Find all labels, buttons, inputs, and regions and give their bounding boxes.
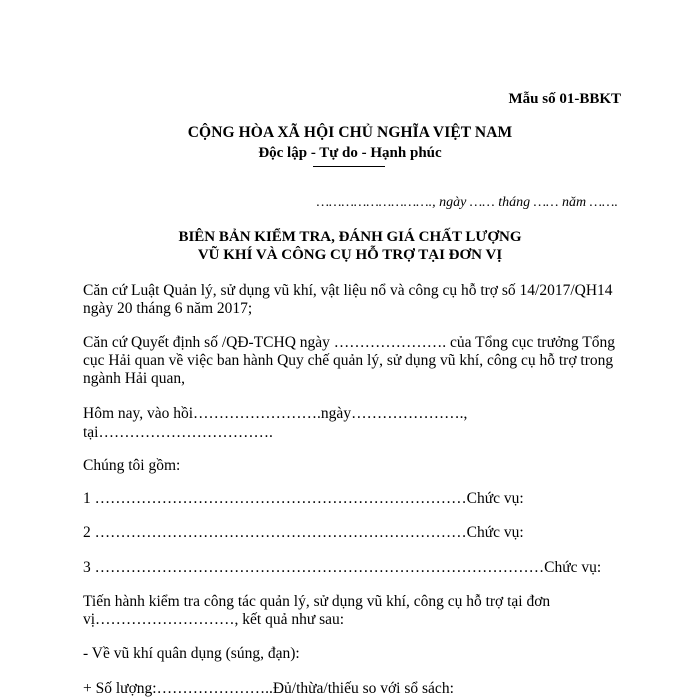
basis-decision-line3: ngành Hải quan,: [83, 370, 186, 387]
basis-decision-line1: Căn cứ Quyết định số /QĐ-TCHQ ngày …………………. của Tổng cục trưởng Tổng: [83, 334, 615, 351]
basis-decision-line2: cục Hải quan về việc ban hành Quy chế quản lý, sử dụng vũ khí, công cụ hỗ trợ trong: [83, 352, 614, 369]
member-3: 3 ……………………………………………………………………………Chức vụ:: [83, 559, 602, 576]
quantity-item: + Số lượng:…………………..Đủ/thừa/thiếu so với sổ sách:: [83, 680, 454, 697]
today-line1: Hôm nay, vào hồi…………………….ngày………………….,: [83, 405, 468, 422]
date-line: ………………………., ngày …… tháng …… năm …….: [316, 195, 618, 210]
member-1: 1 ………………………………………………………………Chức vụ:: [83, 490, 524, 507]
document-title-line2: VŨ KHÍ VÀ CÔNG CỤ HỖ TRỢ TẠI ĐƠN VỊ: [197, 247, 503, 263]
inspection-line1: Tiến hành kiểm tra công tác quản lý, sử dụng vũ khí, công cụ hỗ trợ tại đơn: [83, 593, 551, 610]
today-line2: tại…………………………….: [83, 424, 273, 441]
form-code: Mẫu số 01-BBKT: [508, 91, 621, 107]
basis-law-line2: ngày 20 tháng 6 năm 2017;: [83, 300, 253, 317]
member-2: 2 ………………………………………………………………Chức vụ:: [83, 524, 524, 541]
nation-heading: CỘNG HÒA XÃ HỘI CHỦ NGHĨA VIỆT NAM: [187, 124, 513, 141]
members-heading: Chúng tôi gồm:: [83, 457, 181, 474]
weapons-item: - Về vũ khí quân dụng (súng, đạn):: [83, 645, 300, 662]
document-title-line1: BIÊN BẢN KIỂM TRA, ĐÁNH GIÁ CHẤT LƯỢNG: [178, 229, 522, 245]
inspection-line2: vị………………………, kết quả như sau:: [83, 611, 345, 628]
motto: Độc lập - Tự do - Hạnh phúc: [258, 145, 442, 161]
basis-law-line1: Căn cứ Luật Quản lý, sử dụng vũ khí, vật liệu nổ và công cụ hỗ trợ số 14/2017/QH14: [83, 282, 613, 299]
motto-underline: [313, 166, 385, 167]
